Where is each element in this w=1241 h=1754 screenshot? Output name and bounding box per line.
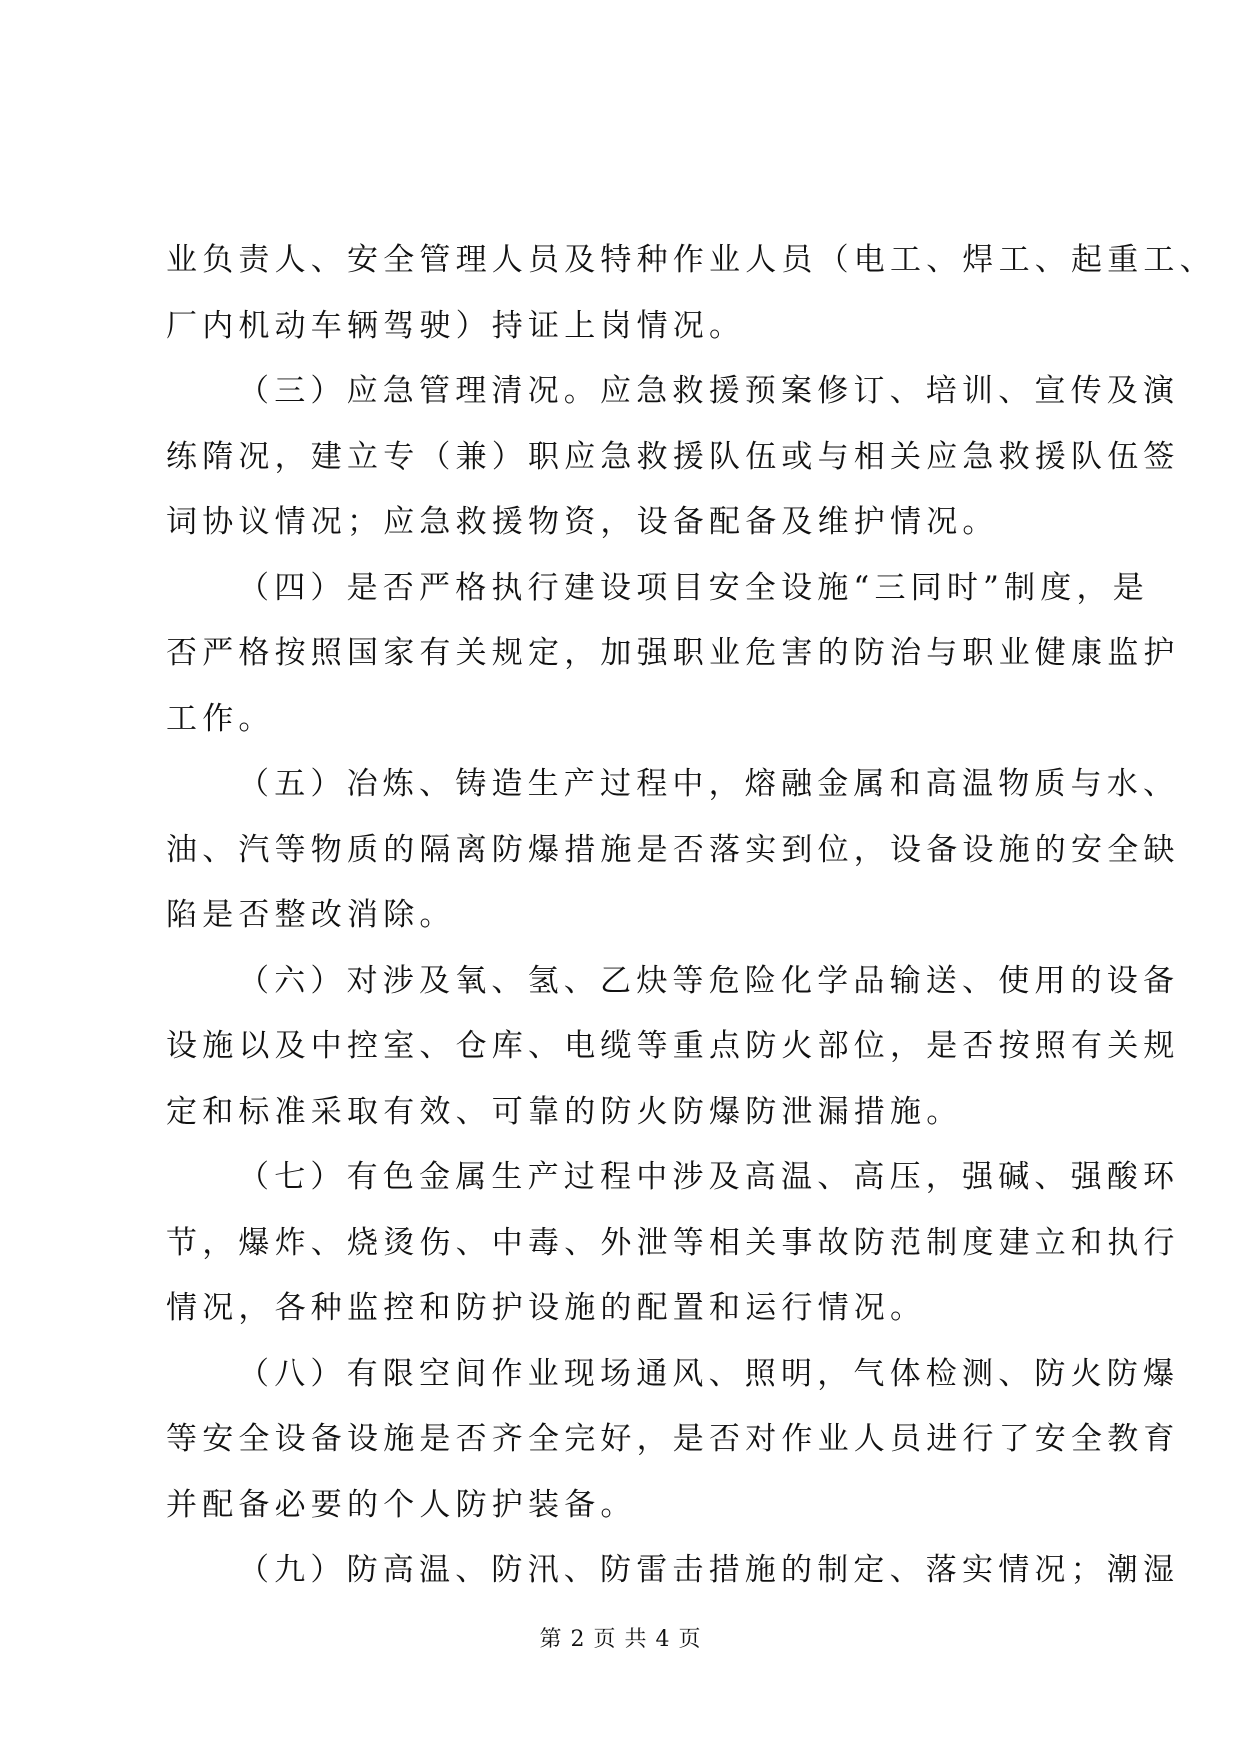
paragraph-weather-protection <box>166 1538 1180 1604</box>
text-line: 否严格按照国家有关规定，加强职业危害的防治与职业健康监护 <box>166 635 1180 671</box>
text-line: （六）对涉及氧、氢、乙炔等危险化学品输送、使用的设备 <box>238 962 1180 999</box>
text-line: 词协议情况；应急救援物资，设备配备及维护情况。 <box>166 504 999 540</box>
text-line: 练隋况，建立专（兼）职应急救援队伍或与相关应急救援队伍签 <box>166 438 1180 475</box>
text-line: 节，爆炸、烧烫伤、中毒、外泄等相关事故防范制度建立和执行 <box>166 1224 1180 1261</box>
text-line: 厂内机动车辆驾驶）持证上岗情况。 <box>166 307 746 344</box>
paragraph-confined-space <box>166 1342 1180 1539</box>
text-line: （三）应急管理清况。应急救援预案修订、培训、宣传及演 <box>238 373 1180 409</box>
text-line: 情况，各种监控和防护设施的配置和运行情况。 <box>166 1290 927 1326</box>
paragraph-nonferrous-metals <box>166 1145 1180 1342</box>
text-line: 等安全设备设施是否齐全完好，是否对作业人员进行了安全教育 <box>166 1421 1180 1457</box>
paragraph-three-simultaneous <box>166 556 1180 753</box>
paragraph-emergency-management <box>166 359 1180 556</box>
text-line: 设施以及中控室、仓库、电缆等重点防火部位，是否按照有关规 <box>166 1028 1180 1064</box>
text-line: （八）有限空间作业现场通风、照明，气体检测、防火防爆 <box>238 1355 1180 1392</box>
paragraph-hazardous-chemicals <box>166 949 1180 1146</box>
text-line: 业负责人、安全管理人员及特种作业人员（电工、焊工、起重工、 <box>166 242 1216 278</box>
text-line: （七）有色金属生产过程中涉及高温、高压，强碱、强酸环 <box>238 1159 1180 1195</box>
text-line: 工作。 <box>166 700 275 737</box>
text-line: （四）是否严格执行建设项目安全设施“三同时”制度，是 <box>238 569 1149 606</box>
text-line: 定和标准采取有效、可靠的防火防爆防泄漏措施。 <box>166 1093 963 1130</box>
page-footer: 第 2 页 共 4 页 <box>539 1627 702 1652</box>
text-line: 并配备必要的个人防护装备。 <box>166 1486 637 1523</box>
text-line: （五）冶炼、铸造生产过程中，熔融金属和高温物质与水、 <box>238 766 1180 802</box>
document-body <box>166 228 1216 1604</box>
text-line: 油、汽等物质的隔离防爆措施是否落实到位，设备设施的安全缺 <box>166 831 1180 868</box>
paragraph-continuation <box>166 228 1216 359</box>
text-line: （九）防高温、防汛、防雷击措施的制定、落实情况；潮湿 <box>238 1552 1180 1588</box>
text-line: 陷是否整改消除。 <box>166 897 456 933</box>
paragraph-smelting-casting <box>166 752 1180 949</box>
